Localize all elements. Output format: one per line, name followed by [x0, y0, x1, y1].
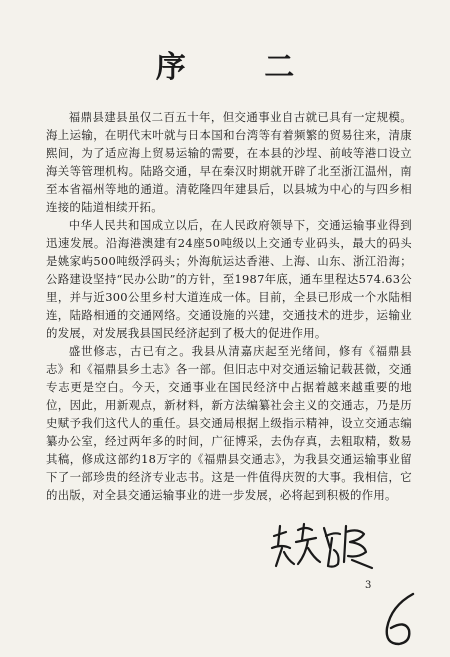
paragraph: 盛世修志，古已有之。我县从清嘉庆起至光绪间，修有《福鼎县志》和《福鼎县乡土志》各一部。但旧志中对交通运输记载甚微，交通专志更是空白。今天，交通事业在国民经济中占据着越来越重要的地位，因此，用新观点，新材料，新方法编纂社会主义的交通志，乃是历史赋予我们这代人的重任。县交通局根据上级指示精神，设立交通志编纂办公室，经过两年多的时间，广征博采，去伪存真，去粗取精，数易其稿，修成这部约18万字的《福鼎县交通志》，为我县交通运输事业留下了一部珍贵的经济专业志书。这是一件值得庆贺的大事。我相信，它的出版，对全县交通运输事业的进一步发展，必将起到积极的作用。	[46, 344, 412, 502]
paragraph: 中华人民共和国成立以后，在人民政府领导下，交通运输事业得到迅速发展。沿海港澳建有24座50吨级以上交通专业码头，最大的码头是姚家屿500吨级浮码头；外海航运达香港、上海、山东、浙江沿海；公路建设坚持“民办公助”的方针，至1987年底，通车里程达574.63公里，并与近300公里乡村大道连成一体。目前，全县已形成一个水陆相连，陆路相通的交通网络。交通设施的兴建，交通技术的进步，运输业的发展，对发展我县国民经济起到了极大的促进作用。	[46, 218, 412, 340]
handwritten-page-mark	[373, 590, 433, 650]
body-text	[46, 108, 412, 504]
paragraph: 福鼎县建县虽仅二百五十年，但交通事业自古就已具有一定规模。海上运输，在明代末叶就与日本国和台湾等有着频繁的贸易往来，清康熙间，为了适应海上贸易运输的需要，在本县的沙埕、前岐等港口设立海关等管理机构。陆路交通，早在秦汉时期就开辟了北至浙江温州，南至本省福州等地的通道。清乾隆四年建县后，以县城为中心的与四乡相连接的陆道相续开拓。	[46, 110, 412, 214]
page-title: 序 二	[155, 50, 329, 85]
page-number: 3	[365, 580, 372, 591]
handwritten-signature	[268, 518, 378, 574]
